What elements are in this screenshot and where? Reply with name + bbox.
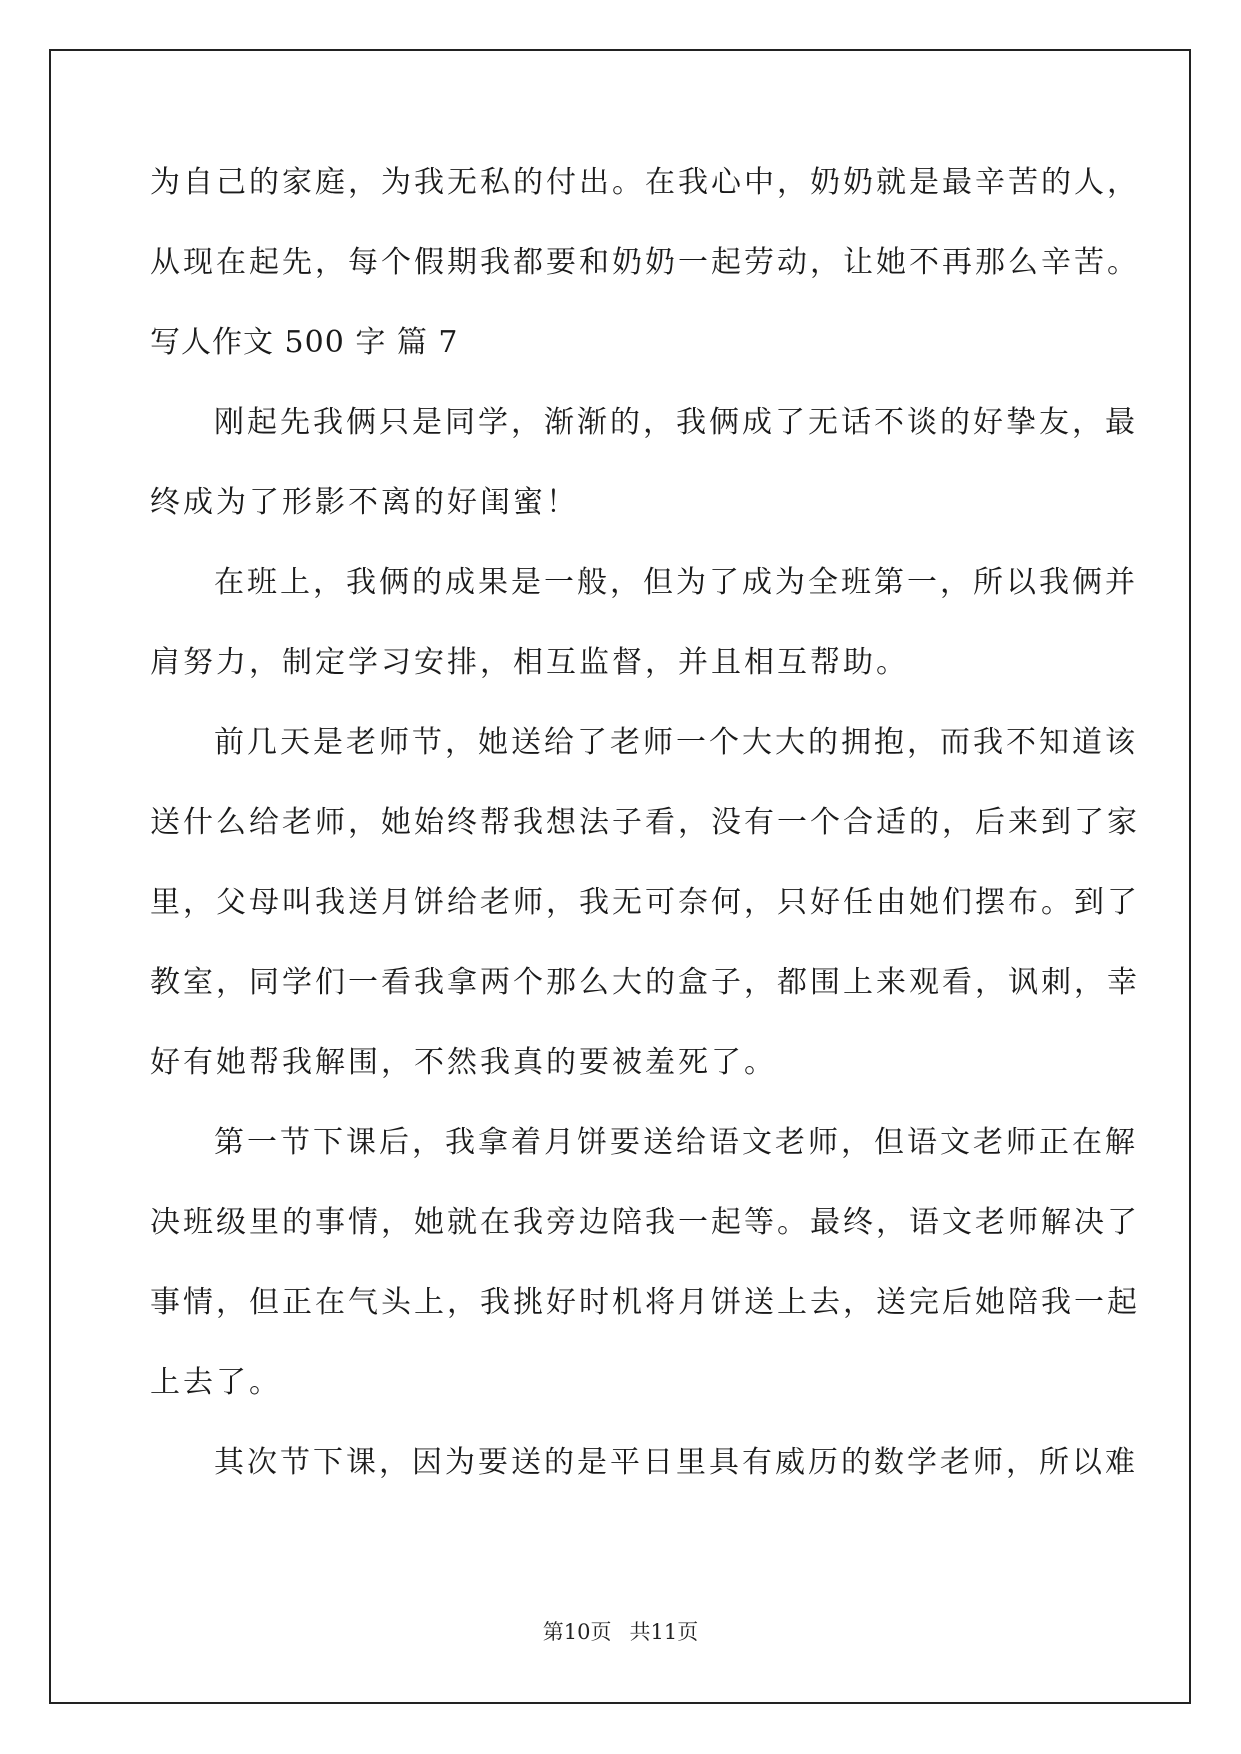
- paragraph-3-line-3: 里，父母叫我送月饼给老师，我无可奈何，只好任由她们摆布。到了: [150, 885, 1140, 920]
- page-footer: [0, 1617, 1241, 1647]
- paragraph-5-line-1: 其次节下课，因为要送的是平日里具有威历的数学老师，所以难: [214, 1445, 1138, 1480]
- text-line-1: 为自己的家庭，为我无私的付出。在我心中，奶奶就是最辛苦的人，: [150, 165, 1140, 200]
- paragraph-1-line-2: 终成为了形影不离的好闺蜜！: [150, 485, 579, 520]
- page-total: 共11页: [629, 1620, 699, 1644]
- paragraph-3-line-2: 送什么给老师，她始终帮我想法子看，没有一个合适的，后来到了家: [150, 805, 1140, 840]
- paragraph-3-line-1: 前几天是老师节，她送给了老师一个大大的拥抱，而我不知道该: [214, 725, 1138, 760]
- paragraph-4-line-2: 决班级里的事情，她就在我旁边陪我一起等。最终，语文老师解决了: [150, 1205, 1140, 1240]
- paragraph-2-line-1: 在班上，我俩的成果是一般，但为了成为全班第一，所以我俩并: [214, 565, 1138, 600]
- paragraph-3-line-4: 教室，同学们一看我拿两个那么大的盒子，都围上来观看，讽刺，幸: [150, 965, 1140, 1000]
- section-heading: 写人作文 500 字 篇 7: [150, 325, 459, 360]
- document-body: [150, 157, 1140, 1517]
- paragraph-1-line-1: 刚起先我俩只是同学，渐渐的，我俩成了无话不谈的好挚友，最: [214, 405, 1138, 440]
- paragraph-4-line-1: 第一节下课后，我拿着月饼要送给语文老师，但语文老师正在解: [214, 1125, 1138, 1160]
- paragraph-4-line-4: 上去了。: [150, 1365, 282, 1400]
- paragraph-2-line-2: 肩努力，制定学习安排，相互监督，并且相互帮助。: [150, 645, 909, 680]
- paragraph-3-line-5: 好有她帮我解围，不然我真的要被羞死了。: [150, 1045, 777, 1080]
- page-number: 第10页: [542, 1620, 612, 1644]
- paragraph-4-line-3: 事情，但正在气头上，我挑好时机将月饼送上去，送完后她陪我一起: [150, 1285, 1140, 1320]
- text-line-2: 从现在起先，每个假期我都要和奶奶一起劳动，让她不再那么辛苦。: [150, 245, 1140, 280]
